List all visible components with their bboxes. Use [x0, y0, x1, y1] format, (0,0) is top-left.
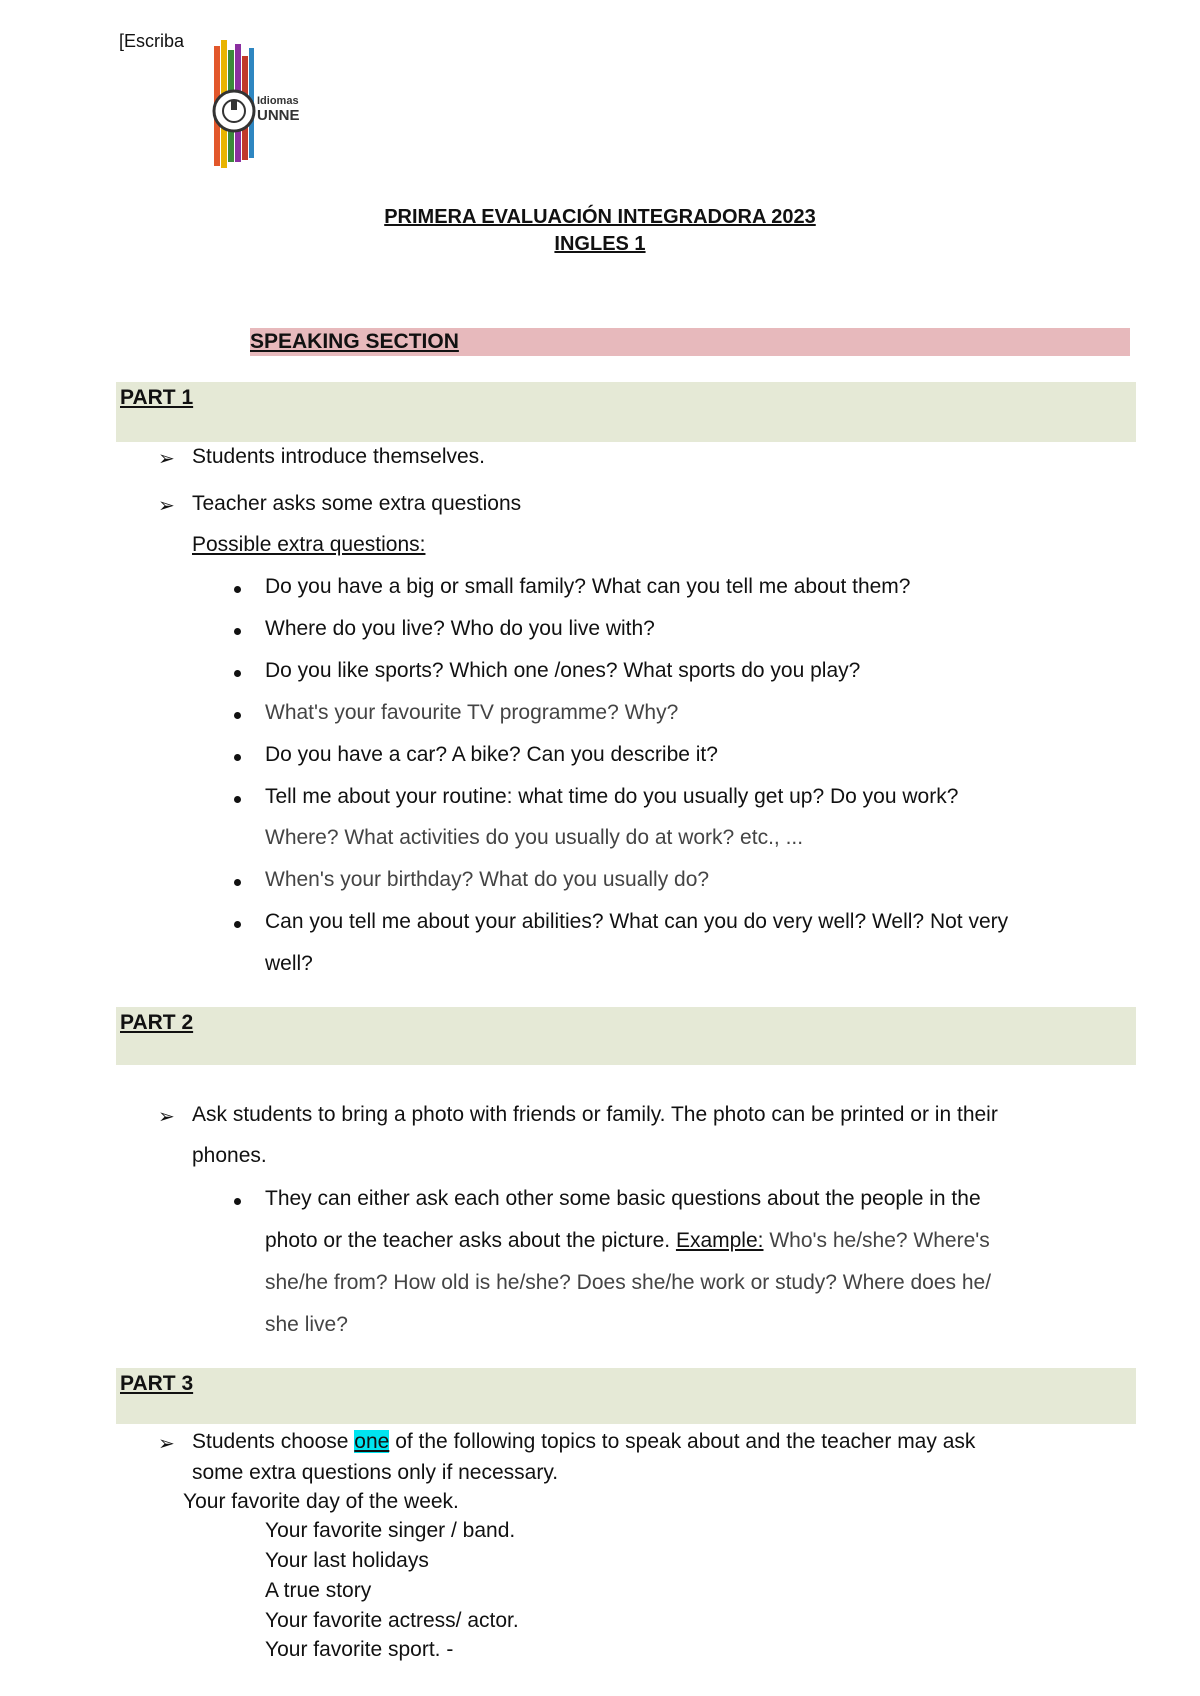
topic-item: Your favorite sport. -	[265, 1638, 454, 1661]
question-item: When's your birthday? What do you usually do?	[265, 868, 710, 891]
document-subtitle: INGLES 1	[554, 233, 646, 255]
list-item-continuation: phones.	[192, 1144, 267, 1167]
arrow-bullet-icon: ➢	[158, 1433, 175, 1455]
example-text: Who's he/she? Where's	[769, 1229, 990, 1252]
part-3-heading: PART 3	[120, 1372, 194, 1395]
question-item-continuation: well?	[265, 952, 313, 975]
question-item-continuation: Where? What activities do you usually do at work? etc., ...	[265, 826, 804, 849]
speaking-section-banner	[250, 328, 1130, 356]
list-item	[192, 1430, 975, 1454]
topic-item: Your favorite singer / band.	[265, 1519, 516, 1542]
idiomas-unne-logo	[200, 36, 310, 176]
list-item: Students introduce themselves.	[192, 445, 485, 468]
document-title: PRIMERA EVALUACIÓN INTEGRADORA 2023	[384, 206, 816, 228]
part-2-heading: PART 2	[120, 1011, 194, 1034]
list-item-text: of the following topics to speak about and the teacher may ask	[395, 1430, 976, 1453]
question-item: What's your favourite TV programme? Why?	[265, 701, 679, 724]
possible-questions-label: Possible extra questions:	[192, 533, 426, 556]
question-item: Do you have a big or small family? What can you tell me about them?	[265, 575, 911, 598]
part-1-band	[116, 382, 1136, 442]
list-item: Ask students to bring a photo with friends or family. The photo can be printed or in their	[192, 1103, 998, 1126]
question-item: Do you have a car? A bike? Can you describe it?	[265, 743, 718, 766]
logo-text-idiomas: Idiomas	[257, 95, 299, 107]
list-item: Teacher asks some extra questions	[192, 492, 522, 515]
question-item: Tell me about your routine: what time do you usually get up? Do you work?	[265, 785, 959, 808]
sub-item-continuation: she live?	[265, 1313, 348, 1336]
topic-item: Your favorite day of the week.	[183, 1490, 459, 1513]
topic-item: Your favorite actress/ actor.	[265, 1609, 519, 1632]
question-item: Do you like sports? Which one /ones? What sports do you play?	[265, 659, 861, 682]
part-1-heading: PART 1	[120, 386, 194, 409]
topic-item: Your last holidays	[265, 1549, 429, 1572]
example-label: Example:	[675, 1229, 764, 1252]
topic-item: A true story	[265, 1579, 372, 1602]
part-2-band	[116, 1007, 1136, 1065]
sub-item: They can either ask each other some basic questions about the people in the	[265, 1187, 981, 1210]
list-item-continuation: some extra questions only if necessary.	[192, 1461, 559, 1484]
question-item: Where do you live? Who do you live with?	[265, 617, 655, 640]
logo-text-unne: UNNE	[257, 107, 300, 124]
arrow-bullet-icon: ➢	[158, 1106, 175, 1128]
list-item-text: Students choose	[192, 1430, 349, 1453]
part-3-band	[116, 1368, 1136, 1424]
question-item: Can you tell me about your abilities? What can you do very well? Well? Not very	[265, 910, 1009, 933]
highlighted-word: one	[354, 1430, 390, 1453]
speaking-section-heading: SPEAKING SECTION	[250, 330, 459, 353]
arrow-bullet-icon: ➢	[158, 495, 175, 517]
sub-item-text: photo or the teacher asks about the picture.	[265, 1229, 671, 1252]
sub-item-continuation	[265, 1229, 990, 1253]
sub-item-continuation: she/he from? How old is he/she? Does she/he work or study? Where does he/	[265, 1271, 992, 1294]
header-placeholder-text: [Escriba	[119, 31, 185, 51]
arrow-bullet-icon: ➢	[158, 448, 175, 470]
